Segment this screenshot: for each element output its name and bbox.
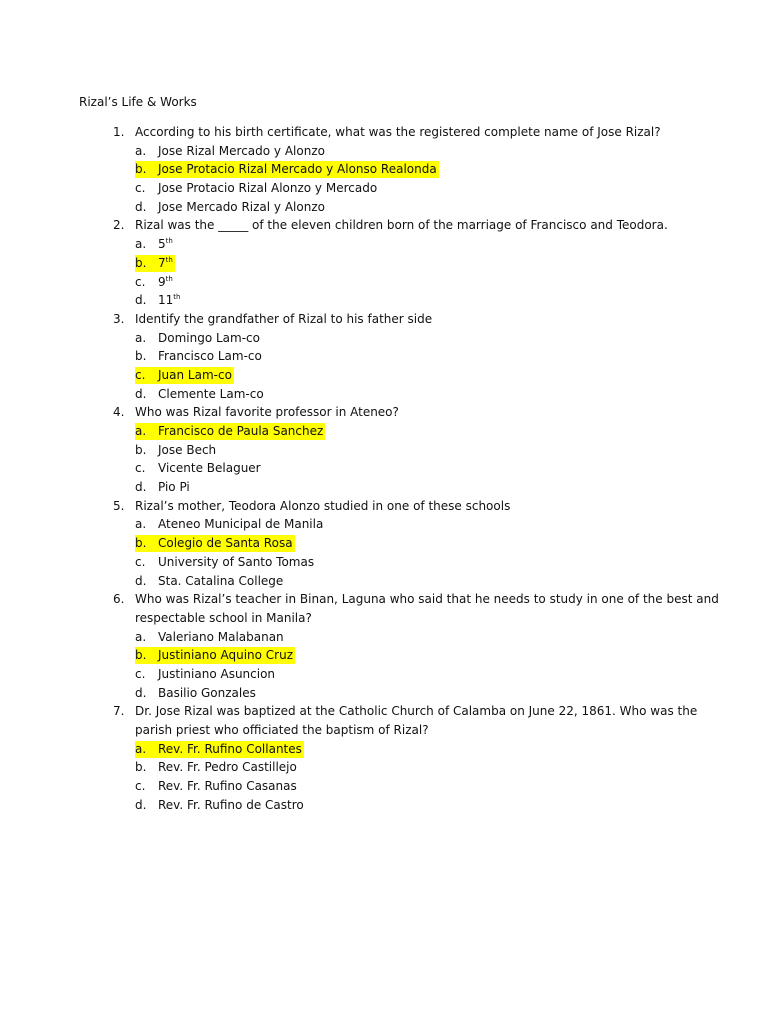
option-letter: c.: [135, 666, 146, 681]
option-label: Ateneo Municipal de Manila: [158, 517, 324, 532]
option-text: [158, 200, 325, 214]
option-letter: d.: [135, 386, 147, 401]
option-label: Jose Rizal Mercado y Alonzo: [158, 143, 325, 158]
option-text: [158, 517, 323, 531]
option-text: [158, 237, 173, 251]
option-text: [158, 630, 284, 644]
answer-option: [0, 235, 768, 254]
question-number: 3.: [113, 311, 125, 326]
question-number: 1.: [113, 125, 125, 139]
option-letter: a.: [135, 424, 147, 438]
answer-option: [0, 553, 768, 572]
question-number: 4.: [113, 405, 125, 420]
option-letter: b.: [135, 162, 147, 177]
option-text: [158, 760, 297, 774]
option-content: [135, 573, 285, 590]
ordinal-suffix: th: [165, 255, 173, 264]
option-text: [158, 256, 173, 270]
highlighted-answer: [135, 255, 175, 272]
answer-option: [0, 142, 768, 161]
option-label: 11: [158, 293, 174, 308]
document-title: Rizal’s Life & Works: [79, 95, 197, 109]
option-text: [158, 293, 180, 307]
question-line: [0, 702, 768, 721]
ordinal-suffix: th: [165, 237, 173, 246]
question-2: [0, 216, 768, 309]
answer-option: [0, 422, 768, 441]
option-label: 5: [158, 237, 166, 252]
option-text: [158, 686, 256, 700]
answer-option: [0, 684, 768, 703]
option-label: Colegio de Santa Rosa: [158, 536, 293, 551]
option-letter: c.: [135, 779, 146, 794]
answer-option: [0, 291, 768, 310]
option-text: [158, 480, 190, 494]
option-label: Justiniano Asuncion: [158, 666, 276, 681]
option-content: [135, 442, 218, 459]
option-label: Rev. Fr. Rufino Casanas: [158, 779, 297, 794]
option-label: University of Santo Tomas: [158, 554, 315, 569]
option-label: Juan Lam-co: [158, 367, 232, 382]
option-letter: a.: [135, 330, 147, 345]
option-letter: b.: [135, 760, 147, 775]
option-letter: a.: [135, 143, 147, 158]
answer-option: [0, 254, 768, 273]
question-1: [0, 123, 768, 216]
option-letter: b.: [135, 442, 147, 457]
option-letter: b.: [135, 349, 147, 364]
option-label: Rev. Fr. Pedro Castillejo: [158, 760, 297, 775]
option-label: Basilio Gonzales: [158, 685, 256, 700]
option-content: [135, 236, 175, 253]
question-text: According to his birth certificate, what was the registered complete name of Jose Rizal?: [135, 125, 661, 139]
highlighted-answer: [135, 741, 304, 758]
question-5: [0, 497, 768, 590]
option-text: [158, 424, 323, 438]
answer-option: [0, 459, 768, 478]
question-line: [0, 216, 768, 235]
option-content: [135, 629, 286, 646]
option-label: Francisco Lam-co: [158, 349, 262, 364]
question-4: [0, 403, 768, 496]
question-number: 6.: [113, 592, 125, 607]
option-text: [158, 387, 264, 401]
answer-option: [0, 347, 768, 366]
answer-option: [0, 740, 768, 759]
question-text: Dr. Jose Rizal was baptized at the Catholic Church of Calamba on June 22, 1861. Who was the: [135, 704, 698, 719]
option-letter: d.: [135, 480, 147, 495]
option-letter: b.: [135, 536, 147, 551]
highlighted-answer: [135, 161, 439, 178]
question-number: 7.: [113, 704, 125, 719]
question-text: Rizal’s mother, Teodora Alonzo studied in one of these schools: [135, 498, 511, 513]
answer-option: [0, 534, 768, 553]
option-label: 7: [158, 255, 166, 270]
ordinal-suffix: th: [173, 293, 181, 302]
option-letter: d.: [135, 199, 147, 214]
question-line: [0, 310, 768, 329]
option-letter: d.: [135, 685, 147, 700]
option-content: [135, 666, 277, 683]
question-line: [0, 497, 768, 516]
option-text: [158, 742, 302, 756]
option-label: Justiniano Aquino Cruz: [158, 648, 294, 663]
option-text: [158, 349, 262, 363]
highlighted-answer: [135, 367, 234, 384]
answer-option: [0, 478, 768, 497]
answer-option: [0, 385, 768, 404]
question-text-continued: respectable school in Manila?: [135, 610, 312, 625]
answer-option: [0, 179, 768, 198]
option-text: [158, 648, 293, 662]
option-text: [158, 368, 232, 382]
question-text: Who was Rizal favorite professor in Ateneo?: [135, 405, 399, 420]
answer-option: [0, 515, 768, 534]
option-content: [135, 143, 327, 160]
option-label: Valeriano Malabanan: [158, 629, 284, 644]
option-content: [135, 292, 182, 309]
highlighted-answer: [135, 647, 295, 664]
option-text: [158, 443, 216, 457]
question-text: Identify the grandfather of Rizal to his father side: [135, 311, 433, 326]
option-content: [135, 330, 262, 347]
option-text: [158, 275, 173, 289]
option-text: [158, 162, 437, 176]
answer-option: [0, 198, 768, 217]
option-text: [158, 144, 325, 158]
option-content: [135, 797, 306, 814]
question-line: [0, 403, 768, 422]
option-letter: a.: [135, 237, 147, 252]
option-text: [158, 331, 260, 345]
answer-option: [0, 273, 768, 292]
option-label: Pio Pi: [158, 480, 190, 495]
option-text: [158, 461, 261, 475]
option-letter: b.: [135, 648, 147, 663]
option-text: [158, 574, 283, 588]
option-letter: b.: [135, 255, 147, 270]
ordinal-suffix: th: [165, 274, 173, 283]
option-label: Rev. Fr. Rufino de Castro: [158, 797, 304, 812]
option-text: [158, 798, 304, 812]
option-label: Sta. Catalina College: [158, 573, 284, 588]
option-label: Rev. Fr. Rufino Collantes: [158, 741, 302, 756]
option-content: [135, 348, 264, 365]
option-text: [158, 555, 314, 569]
option-letter: d.: [135, 573, 147, 588]
option-label: Jose Protacio Rizal Mercado y Alonso Realonda: [158, 162, 437, 177]
answer-option: [0, 646, 768, 665]
question-6: [0, 590, 768, 702]
option-content: [135, 199, 327, 216]
option-content: [135, 386, 266, 403]
option-text: [158, 181, 377, 195]
option-label: Jose Mercado Rizal y Alonzo: [158, 199, 325, 214]
option-content: [135, 778, 299, 795]
option-letter: c.: [135, 461, 146, 476]
option-label: Jose Bech: [158, 442, 217, 457]
question-list: [0, 123, 768, 814]
question-text-continued: parish priest who officiated the baptism of Rizal?: [135, 723, 429, 737]
option-content: [135, 516, 325, 533]
option-content: [135, 460, 263, 477]
answer-option: [0, 777, 768, 796]
option-label: Clemente Lam-co: [158, 386, 264, 401]
option-letter: d.: [135, 293, 147, 308]
answer-option: [0, 441, 768, 460]
question-number: 5.: [113, 498, 125, 513]
option-letter: a.: [135, 517, 147, 532]
option-content: [135, 274, 175, 291]
question-line: [0, 590, 768, 609]
option-label: Domingo Lam-co: [158, 330, 260, 345]
highlighted-answer: [135, 423, 325, 440]
option-letter: a.: [135, 741, 147, 756]
answer-option: [0, 665, 768, 684]
option-text: [158, 536, 293, 550]
option-letter: a.: [135, 629, 147, 644]
option-letter: c.: [135, 554, 146, 569]
option-text: [158, 779, 297, 793]
option-content: [135, 759, 299, 776]
answer-option: [0, 572, 768, 591]
question-number: 2.: [113, 218, 125, 233]
answer-option: [0, 329, 768, 348]
option-content: [135, 479, 192, 496]
option-content: [135, 685, 258, 702]
question-text: Who was Rizal’s teacher in Binan, Laguna who said that he needs to study in one of the best and: [135, 592, 719, 607]
option-letter: d.: [135, 797, 147, 812]
answer-option: [0, 628, 768, 647]
option-text: [158, 667, 275, 681]
answer-option: [0, 160, 768, 179]
highlighted-answer: [135, 535, 295, 552]
question-line: [0, 123, 768, 142]
answer-option: [0, 758, 768, 777]
option-content: [135, 554, 316, 571]
option-letter: c.: [135, 274, 146, 289]
question-text: Rizal was the _____ of the eleven children born of the marriage of Francisco and Teodora.: [135, 218, 668, 233]
answer-option: [0, 366, 768, 385]
option-label: Francisco de Paula Sanchez: [158, 424, 324, 438]
question-7: [0, 702, 768, 814]
answer-option: [0, 796, 768, 815]
option-label: 9: [158, 274, 166, 289]
option-content: [135, 180, 379, 197]
question-3: [0, 310, 768, 403]
option-letter: c.: [135, 367, 146, 382]
option-label: Jose Protacio Rizal Alonzo y Mercado: [158, 181, 378, 196]
option-label: Vicente Belaguer: [158, 461, 261, 476]
option-letter: c.: [135, 181, 146, 196]
